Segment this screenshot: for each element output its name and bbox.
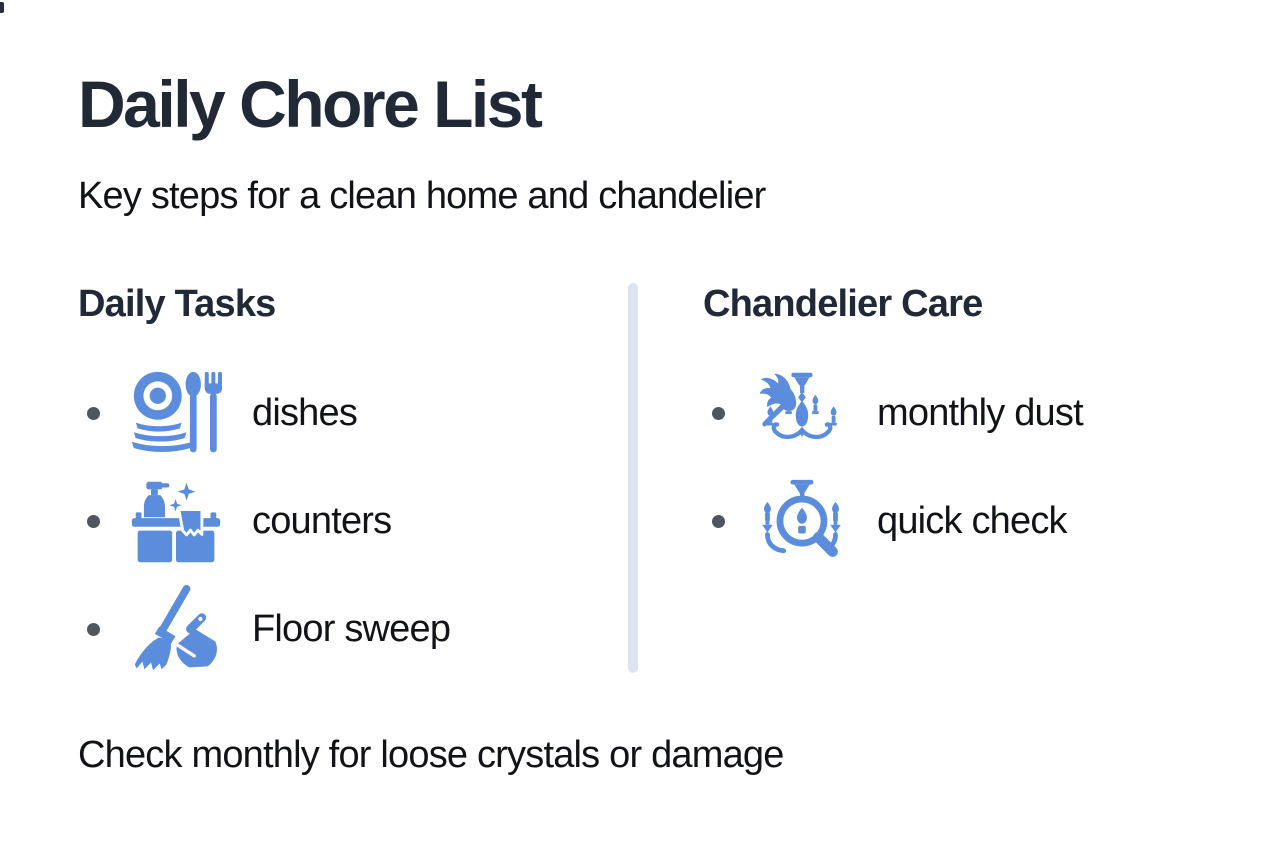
chandelier-care-section: [703, 282, 1223, 584]
broom-dustpan-icon: [130, 584, 222, 676]
daily-tasks-list: [78, 368, 598, 676]
item-label: counters: [252, 499, 392, 542]
counters-icon: [130, 476, 222, 568]
chandelier-duster-icon: [755, 368, 847, 460]
corner-artifact: [0, 2, 4, 13]
list-item-monthly-dust: [703, 368, 1223, 460]
bullet-dot: [712, 515, 725, 528]
bullet-dot: [712, 407, 725, 420]
item-label: quick check: [877, 499, 1067, 542]
page-title: Daily Chore List: [78, 67, 541, 141]
item-label: monthly dust: [877, 391, 1083, 434]
daily-tasks-heading: Daily Tasks: [78, 283, 276, 325]
item-label: Floor sweep: [252, 607, 451, 650]
dishes-icon: [130, 368, 222, 460]
item-label: dishes: [252, 391, 358, 434]
bullet-dot: [87, 515, 100, 528]
list-item-counters: [78, 476, 598, 568]
daily-tasks-section: [78, 282, 598, 692]
footer-note: Check monthly for loose crystals or damage: [78, 734, 784, 776]
chandelier-inspect-icon: [755, 476, 847, 568]
page-subtitle: Key steps for a clean home and chandelier: [78, 175, 766, 217]
chandelier-care-list: [703, 368, 1223, 568]
column-divider: [628, 283, 638, 673]
list-item-floor-sweep: [78, 584, 598, 676]
bullet-dot: [87, 623, 100, 636]
bullet-dot: [87, 407, 100, 420]
list-item-dishes: [78, 368, 598, 460]
chandelier-care-heading: Chandelier Care: [703, 283, 983, 325]
list-item-quick-check: [703, 476, 1223, 568]
